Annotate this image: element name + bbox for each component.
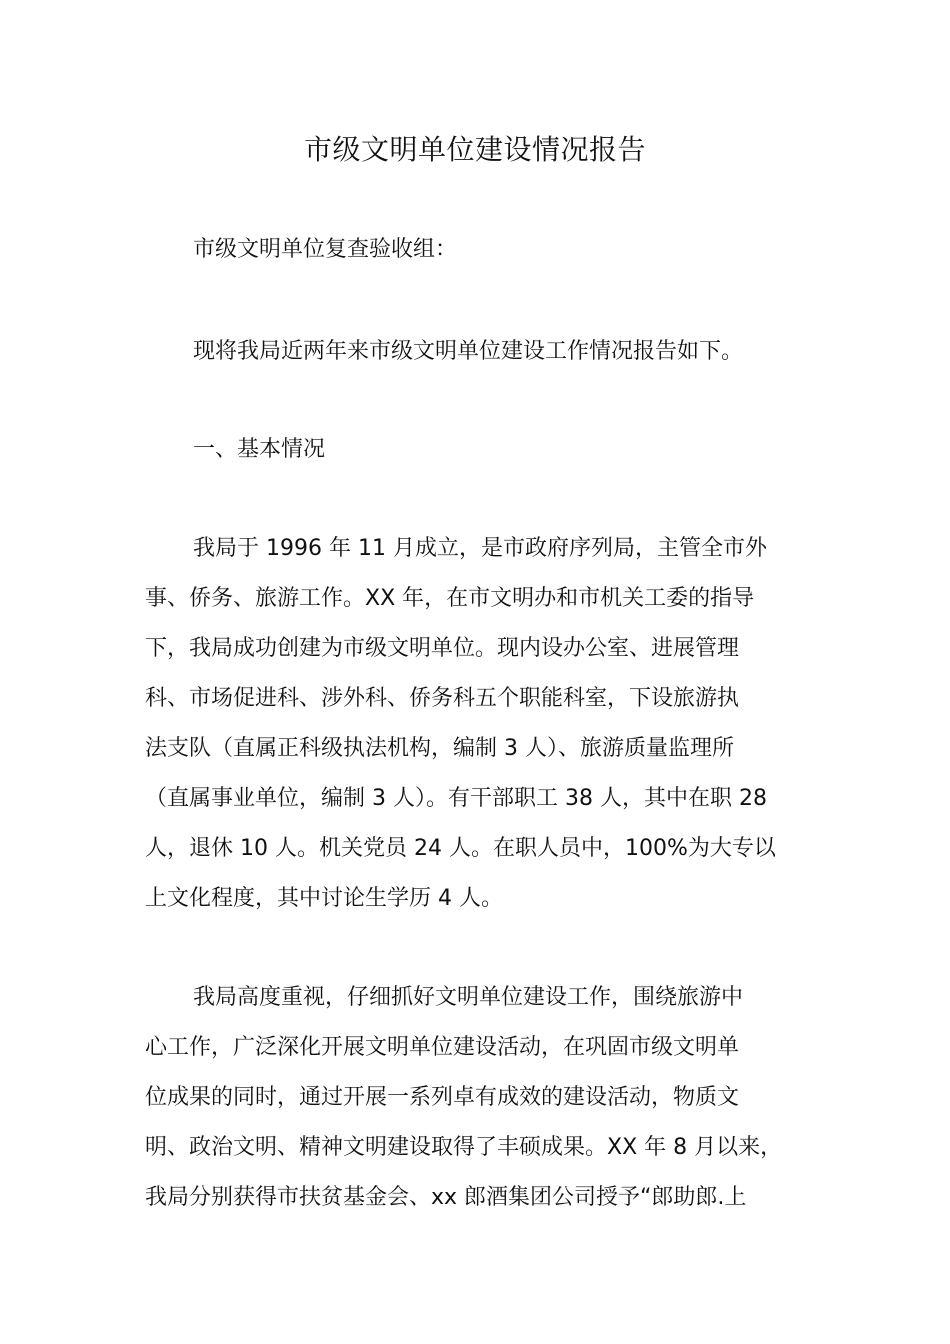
- paragraph-1-line: 我局于 1996 年 11 月成立，是市政府序列局，主管全市外: [193, 536, 767, 561]
- paragraph-2-line: 心工作，广泛深化开展文明单位建设活动，在巩固市级文明单: [145, 1035, 740, 1060]
- paragraph-2-line: 我局高度重视，仔细抓好文明单位建设工作，围绕旅游中: [193, 985, 744, 1010]
- paragraph-1-line: 科、市场促进科、涉外科、侨务科五个职能科室，下设旅游执: [145, 686, 740, 711]
- paragraph-1-line: 下，我局成功创建为市级文明单位。现内设办公室、进展管理: [145, 636, 740, 661]
- paragraph-2-line: 位成果的同时，通过开展一系列卓有成效的建设活动，物质文: [145, 1085, 740, 1110]
- paragraph-2-line: 我局分别获得市扶贫基金会、xx 郎酒集团公司授予“郎助郎.上: [145, 1185, 747, 1210]
- paragraph-1-line: 人，退休 10 人。机关党员 24 人。在职人员中，100%为大专以: [145, 836, 776, 861]
- section-heading-basic-situation: 一、基本情况: [193, 437, 326, 462]
- paragraph-1-line: （直属事业单位，编制 3 人）。有干部职工 38 人，其中在职 28: [145, 786, 767, 811]
- intro-paragraph: 现将我局近两年来市级文明单位建设工作情况报告如下。: [193, 339, 744, 364]
- salutation: 市级文明单位复查验收组：: [193, 237, 458, 262]
- paragraph-1-line: 上文化程度，其中讨论生学历 4 人。: [145, 886, 503, 911]
- paragraph-1-line: 事、侨务、旅游工作。XX 年，在市文明办和市机关工委的指导: [145, 586, 755, 611]
- paragraph-2-line: 明、政治文明、精神文明建设取得了丰硕成果。XX 年 8 月以来，: [145, 1135, 783, 1160]
- document-title: 市级文明单位建设情况报告: [303, 133, 646, 166]
- paragraph-1-line: 法支队（直属正科级执法机构，编制 3 人）、旅游质量监理所: [145, 736, 734, 761]
